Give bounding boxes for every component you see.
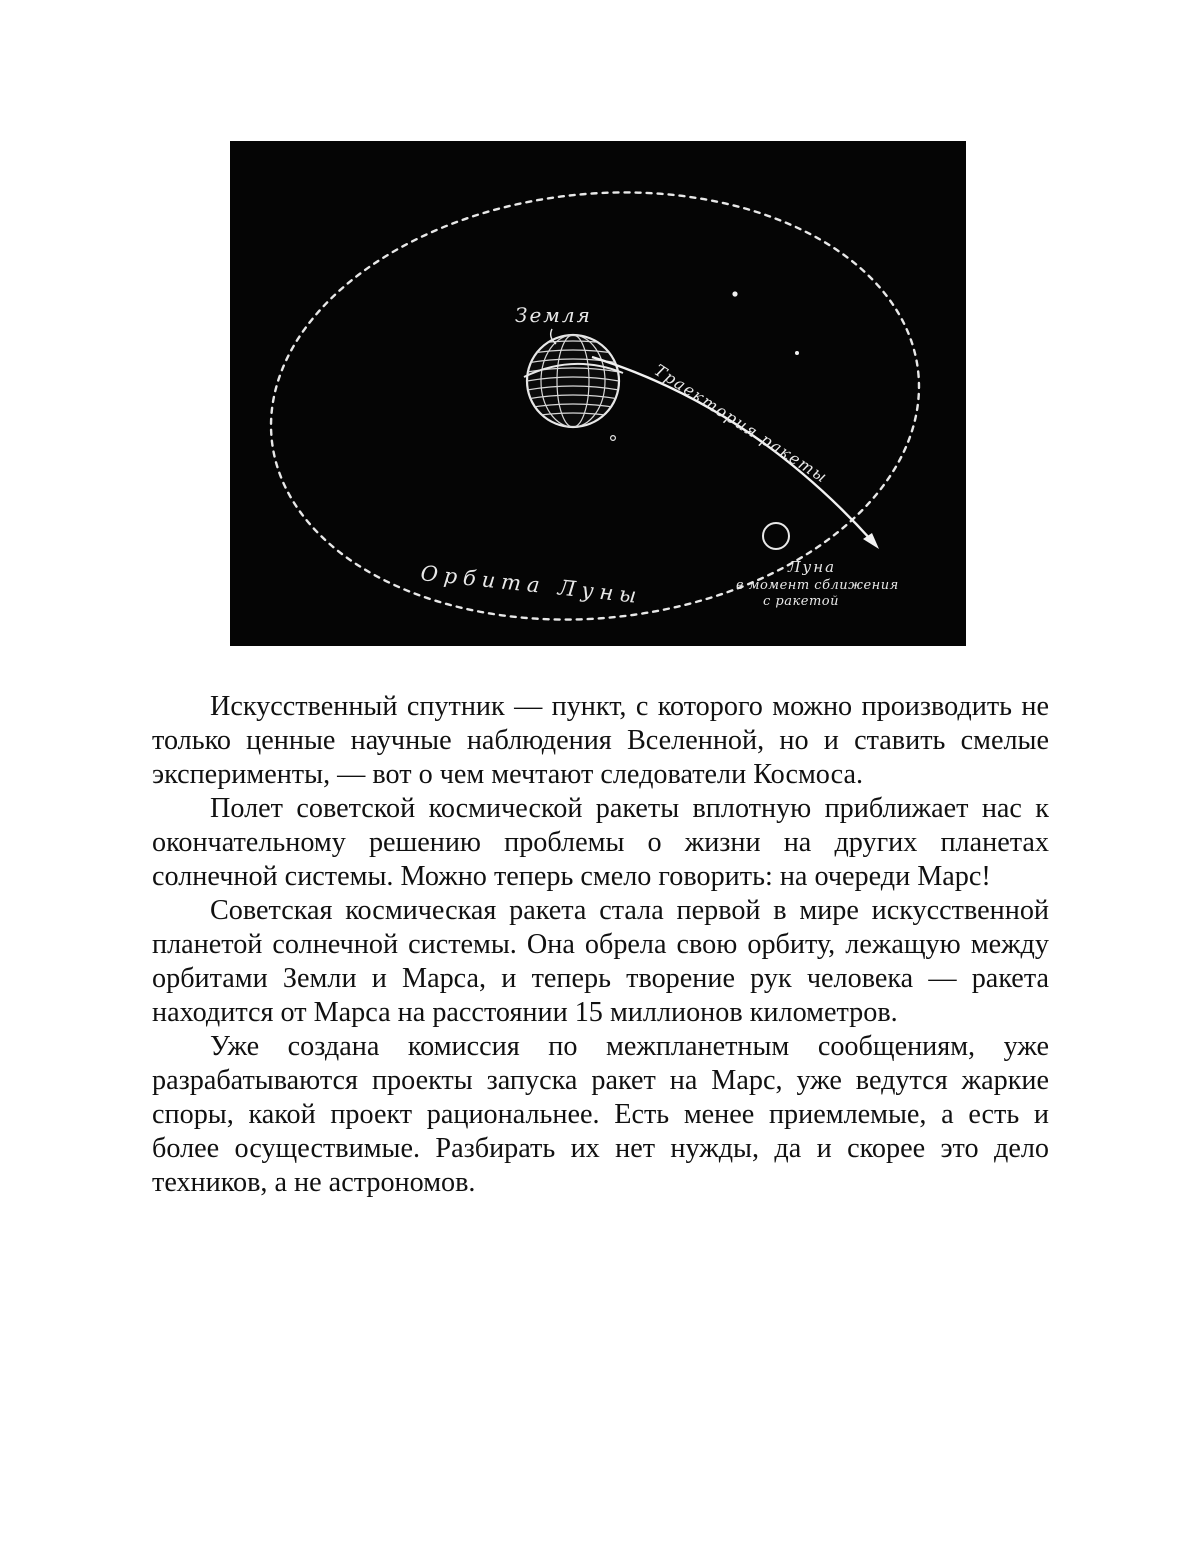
trajectory-label: Траектория ракеты bbox=[650, 360, 832, 487]
star-icon bbox=[732, 291, 737, 296]
moon-label: Луна bbox=[788, 558, 837, 576]
moon-icon bbox=[763, 523, 789, 549]
diagram-svg bbox=[230, 141, 966, 646]
star-icon bbox=[795, 351, 799, 355]
moon-note-line2: с ракетой bbox=[763, 594, 839, 609]
paragraph: Советская космическая ракета стала первой в мире искусственной планетой солнечной системы. Она обрела свою орбиту, лежащую между орбитами Земли и Марса, и теперь творение рук человека — ракета находится от Марса на расстоянии 15 миллионов километров. bbox=[152, 895, 1049, 1028]
body-text bbox=[152, 690, 1049, 1200]
figure-earth-moon-orbit-diagram bbox=[230, 141, 966, 646]
moon-note-line1: в момент сближения bbox=[736, 578, 899, 593]
paragraph: Уже создана комиссия по межпланетным сообщениям, уже разрабатываются проекты запуска ракет на Марс, уже ведутся жаркие споры, какой проект рациональнее. Есть менее приемлемые, а есть и более осуществимые. Разбирать их нет нужды, да и скорее это дело техников, а не астрономов. bbox=[152, 1031, 1049, 1198]
paragraph: Искусственный спутник — пункт, с которого можно производить не только ценные научные наблюдения Вселенной, но и ставить смелые эксперименты, — вот о чем мечтают следователи Космоса. bbox=[152, 691, 1049, 790]
moon-orbit-label: Орбита Луны bbox=[419, 561, 644, 609]
paragraph: Полет советской космической ракеты вплотную приближает нас к окончательному решению проблемы о жизни на других планетах солнечной системы. Можно теперь смело говорить: на очереди Марс! bbox=[152, 793, 1049, 892]
earth-label: Земля bbox=[515, 303, 592, 327]
